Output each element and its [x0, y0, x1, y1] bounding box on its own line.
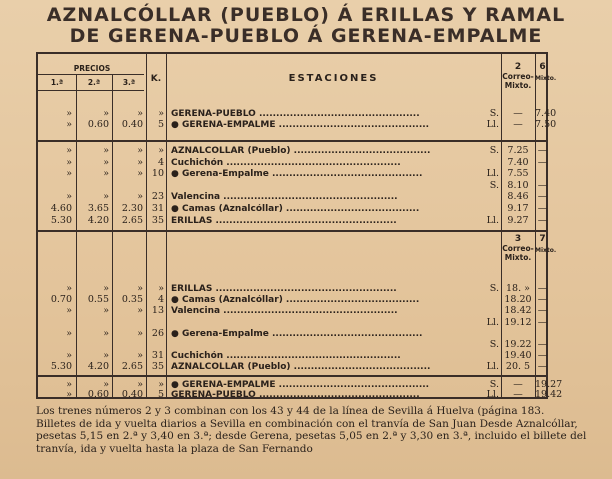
sec4-row-0-station: ● GERENA-EMPALME ............................................	[171, 380, 430, 390]
sec2-row-5-t2: 9.17	[507, 203, 529, 214]
sec3-row-2-k: 13	[151, 305, 164, 317]
sec2-row-4-t6: —	[537, 191, 548, 203]
sec2-row-5-p1: 4.60	[50, 203, 72, 214]
sec3-row-7-p2: 4.20	[87, 361, 109, 373]
sec2-row-2-sl: Ll.	[486, 168, 499, 180]
sec2-row-0-t2: 7.25	[507, 145, 529, 156]
sec3-row-1-p2: 0.55	[87, 294, 109, 306]
sec3-row-0-t2: 18. »	[506, 283, 530, 294]
sec3-row-3-t6: —	[537, 316, 548, 328]
sec4-row-1-station: GERENA-PUEBLO ...............................................	[171, 390, 420, 400]
sec2-row-1-k: 4	[157, 156, 164, 168]
sec2-row-1-p2: »	[103, 156, 109, 168]
sec3-row-7-sl: Ll.	[486, 361, 499, 373]
train2-number: 2	[514, 62, 522, 72]
sec2-row-5-k: 31	[151, 203, 164, 214]
sec2-row-6-station: ERILLAS .....................................................	[171, 215, 397, 226]
sec3-row-1-p1: 0.70	[50, 294, 72, 306]
sec3-row-3-t2: 19.12	[504, 316, 532, 328]
sec3-row-0-sl: S.	[489, 283, 499, 294]
class-1-header: 1.ª	[50, 78, 64, 87]
sec3-row-4-p2: »	[103, 327, 109, 339]
sec3-row-7-k: 35	[151, 361, 164, 373]
sec4-row-1-p3: 0.40	[121, 389, 143, 400]
sec3-row-7-station: AZNALCÓLLAR (Pueblo) ........................................	[171, 362, 431, 373]
sec2-row-4-k: 23	[151, 191, 164, 203]
sec2-row-5-t6: —	[537, 203, 548, 214]
sec3-row-4-p3: »	[137, 327, 143, 339]
sec2-row-4-p3: »	[137, 191, 143, 203]
sec4-row-0-p2: »	[103, 379, 109, 390]
sec2-row-0-p1: »	[66, 145, 72, 156]
sec4-row-0-p3: »	[137, 379, 143, 390]
sec3-row-5-sl: S.	[489, 339, 499, 350]
sec3-row-4-k: 26	[151, 327, 164, 339]
sec2-row-4-t2: 8.46	[507, 191, 529, 203]
sec3-row-0-p3: »	[137, 283, 143, 294]
sec4-row-1-sl: Ll.	[486, 389, 499, 400]
sec2-row-0-t6: —	[537, 145, 548, 156]
sec2-row-4-p2: »	[103, 191, 109, 203]
sec4-row-0-t6: 19.27	[535, 379, 563, 390]
sec3-row-1-k: 4	[157, 294, 164, 306]
timetable-table	[36, 52, 563, 400]
sec3-row-2-station: Valencina ...................................................	[171, 306, 398, 317]
sec1-row-0-t2: —	[513, 108, 523, 119]
sec3-row-1-t6: —	[537, 294, 548, 306]
sec3-row-6-t2: 19.40	[504, 350, 532, 362]
sec3-row-0-station: ERILLAS .....................................................	[171, 284, 397, 294]
sec1-row-0-p2: »	[103, 108, 109, 119]
sec3-row-6-p2: »	[103, 350, 109, 362]
sec4-row-1-p2: 0.60	[87, 389, 109, 400]
title-line-2: DE GERENA-PUEBLO Á GERENA-EMPALME	[69, 25, 543, 47]
sec3-row-4-station: ● Gerena-Empalme ............................................	[171, 328, 423, 339]
sec3-row-6-p1: »	[66, 350, 72, 362]
sec3-row-0-t6: —	[537, 283, 548, 294]
sec3-row-6-k: 31	[151, 350, 164, 362]
sec3-row-6-p3: »	[137, 350, 143, 362]
sec2-row-2-station: ● Gerena-Empalme ............................................	[171, 169, 423, 180]
sec3-row-7-p1: 5.30	[50, 361, 72, 373]
sec2-row-2-p2: »	[103, 168, 109, 180]
sec1-row-1-t2: —	[513, 119, 523, 130]
sec1-row-0-p3: »	[137, 108, 143, 119]
sec1-row-0-k: »	[158, 108, 164, 119]
sec2-row-0-p3: »	[137, 145, 143, 156]
sec2-row-1-t2: 7.40	[507, 156, 529, 168]
sec3-row-0-p1: »	[66, 283, 72, 294]
km-header: K.	[150, 74, 162, 84]
sec4-row-0-k: »	[158, 379, 164, 390]
sec2-row-0-k: »	[158, 145, 164, 156]
sec2-row-6-p3: 2.65	[121, 214, 143, 226]
sec1-row-0-p1: »	[66, 108, 72, 119]
sec3-row-2-p2: »	[103, 305, 109, 317]
sec4-row-1-k: 5	[157, 389, 164, 400]
footnotes	[36, 405, 596, 455]
sec1-row-0-sl: S.	[489, 108, 499, 119]
sec2-row-6-p2: 4.20	[87, 214, 109, 226]
sec4-row-1-t2: —	[513, 389, 523, 400]
train3-number: 3	[514, 234, 522, 244]
sec2-row-2-k: 10	[151, 168, 164, 180]
sec2-row-0-sl: S.	[489, 145, 499, 156]
sec1-row-1-station: ● GERENA-EMPALME ............................................	[171, 120, 430, 130]
sec3-row-1-p3: 0.35	[121, 294, 143, 306]
sec2-row-3-t6: —	[537, 179, 548, 191]
sec2-row-5-p3: 2.30	[121, 203, 143, 214]
sec3-row-7-p3: 2.65	[121, 361, 143, 373]
sec3-row-1-t2: 18.20	[504, 294, 532, 306]
sec2-row-3-sl: S.	[489, 179, 499, 191]
sec3-row-5-t2: 19.22	[504, 339, 532, 350]
sec4-row-1-t6: 19.42	[535, 389, 563, 400]
class-3-header: 3.ª	[122, 78, 136, 87]
sec2-row-5-p2: 3.65	[87, 203, 109, 214]
sec1-row-0-t6: 7.40	[535, 108, 557, 119]
sec3-row-0-p2: »	[103, 283, 109, 294]
train2-type: Correo-Mixto.	[502, 72, 534, 90]
train6-type: Mixto.	[535, 75, 557, 82]
sec4-row-1-p1: »	[66, 389, 72, 400]
sec2-row-6-sl: Ll.	[486, 214, 499, 226]
footnote-2: Billetes de ida y vuelta diarios a Sevilla en combinación con el tranvía de San Juan Desde Aznalcóllar, pesetas 5,15 en 2.ª y 3,40 en 3.ª; desde Gerena, pesetas 5,05 en 2.ª y 3,30 en 3.ª, incluido el billete del tranvía, ida y vuelta hasta la plaza de San Fernando	[36, 417, 587, 455]
sec3-row-0-k: »	[158, 283, 164, 294]
sec3-row-6-t6: —	[537, 350, 548, 362]
sec2-row-6-k: 35	[151, 214, 164, 226]
sec1-row-0-station: GERENA-PUEBLO ...............................................	[171, 109, 420, 119]
sec1-row-1-sl: Ll.	[486, 119, 499, 130]
sec2-row-2-t2: 7.55	[507, 168, 529, 180]
class-2-header: 2.ª	[87, 78, 101, 87]
sec3-row-6-station: Cuchichón ...................................................	[171, 351, 401, 362]
sec4-row-0-t2: —	[513, 379, 523, 390]
sec2-row-1-station: Cuchichón ...................................................	[171, 157, 401, 168]
sec1-row-1-k: 5	[157, 119, 164, 130]
sec3-row-2-p1: »	[66, 305, 72, 317]
sec4-row-0-p1: »	[66, 379, 72, 390]
sec3-row-2-p3: »	[137, 305, 143, 317]
sec1-row-1-t6: 7.50	[535, 119, 557, 130]
footnote-1: Los trenes números 2 y 3 combinan con los 43 y 44 de la línea de Sevilla á Huelva (página 183.	[36, 405, 545, 417]
sec2-row-5-station: ● Camas (Aznalcóllar) .......................................	[171, 204, 420, 214]
train7-type: Mixto.	[535, 247, 557, 254]
sec2-row-2-p3: »	[137, 168, 143, 180]
sec3-row-4-p1: »	[66, 327, 72, 339]
sec2-row-4-station: Valencina ...................................................	[171, 192, 398, 203]
sec2-row-6-p1: 5.30	[50, 214, 72, 226]
sec3-row-5-t6: —	[537, 339, 548, 350]
stations-header: ESTACIONES	[288, 73, 379, 84]
sec1-row-1-p2: 0.60	[87, 119, 109, 130]
sec2-row-6-t6: —	[537, 214, 548, 226]
sec3-row-7-t6: —	[537, 361, 548, 373]
sec2-row-1-p3: »	[137, 156, 143, 168]
sec1-row-1-p3: 0.40	[121, 119, 143, 130]
train6-number: 6	[539, 62, 546, 72]
prices-header: PRECIOS	[73, 64, 111, 73]
sec2-row-1-p1: »	[66, 156, 72, 168]
sec2-row-3-t2: 8.10	[507, 179, 529, 191]
sec2-row-6-t2: 9.27	[507, 214, 529, 226]
train7-number: 7	[539, 234, 546, 244]
sec4-row-0-sl: S.	[489, 379, 499, 390]
sec2-row-0-p2: »	[103, 145, 109, 156]
sec3-row-3-sl: Ll.	[486, 316, 499, 328]
sec2-row-1-t6: —	[537, 156, 548, 168]
train3-type: Correo-Mixto.	[502, 244, 534, 262]
sec3-row-1-station: ● Camas (Aznalcóllar) .......................................	[171, 295, 420, 306]
title-line-1: AZNALCÓLLAR (PUEBLO) Á ERILLAS Y RAMAL	[46, 4, 566, 26]
sec2-row-2-p1: »	[66, 168, 72, 180]
sec1-row-1-p1: »	[66, 119, 72, 130]
sec2-row-0-station: AZNALCÓLLAR (Pueblo) ........................................	[171, 146, 431, 156]
sec2-row-4-p1: »	[66, 191, 72, 203]
sec3-row-7-t2: 20. 5	[505, 361, 531, 373]
sec3-row-2-t6: —	[537, 305, 548, 317]
sec3-row-2-t2: 18.42	[504, 305, 532, 317]
